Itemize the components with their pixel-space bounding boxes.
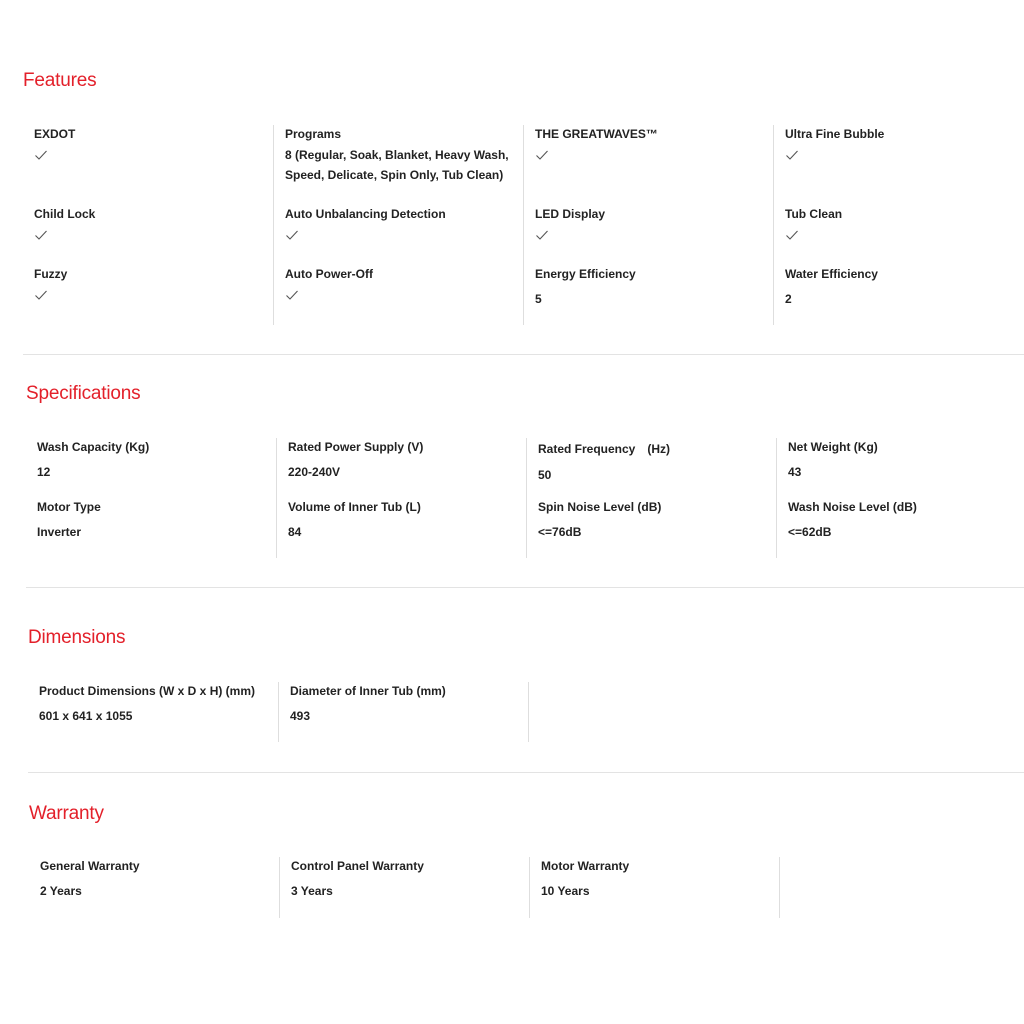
section-divider <box>28 772 1024 773</box>
feature-label: Auto Unbalancing Detection <box>285 207 446 221</box>
feature-child-lock <box>34 207 95 242</box>
feature-value <box>285 145 509 185</box>
spec-inner-tub-volume <box>288 500 421 542</box>
check-icon <box>535 228 549 242</box>
spec-value: 12 <box>37 465 51 479</box>
feature-led-display <box>535 207 605 242</box>
specifications-grid <box>26 438 1024 558</box>
warranty-general <box>40 859 140 901</box>
warranty-value: 10 Years <box>541 884 590 898</box>
features-column-3 <box>523 125 773 325</box>
spec-net-weight <box>788 440 878 482</box>
check-icon <box>785 148 799 162</box>
feature-ultra-fine-bubble <box>785 127 884 162</box>
dim-product-dimensions <box>39 684 255 726</box>
warranty-title: Warranty <box>29 803 104 824</box>
dimensions-title: Dimensions <box>28 627 126 648</box>
feature-fuzzy <box>34 267 67 302</box>
dim-label: Product Dimensions (W x D x H) (mm) <box>39 684 256 698</box>
specifications-column-4 <box>776 438 1024 558</box>
feature-value-line-2: Speed, Delicate, Spin Only, Tub Clean) <box>285 168 504 182</box>
feature-programs <box>285 127 509 185</box>
spec-label: Net Weight (Kg) <box>788 440 878 454</box>
check-icon <box>34 288 48 302</box>
warranty-motor <box>541 859 629 901</box>
dimensions-column-1 <box>28 682 278 742</box>
spec-label: Spin Noise Level (dB) <box>538 500 662 514</box>
warranty-column-2 <box>279 857 529 918</box>
feature-tub-clean <box>785 207 842 242</box>
feature-label: THE GREATWAVES™ <box>535 127 658 141</box>
section-divider <box>26 587 1024 588</box>
feature-label: Water Efficiency <box>785 267 878 281</box>
feature-value-line-1: 8 (Regular, Soak, Blanket, Heavy Wash, <box>285 148 509 162</box>
feature-label: EXDOT <box>34 127 76 141</box>
spec-value: 220-240V <box>288 465 341 479</box>
feature-auto-unbalancing <box>285 207 446 242</box>
spec-label: Rated Power Supply (V) <box>288 440 424 454</box>
warranty-label: General Warranty <box>40 859 140 873</box>
feature-label: Tub Clean <box>785 207 843 221</box>
feature-label: Energy Efficiency <box>535 267 636 281</box>
section-divider <box>23 354 1024 355</box>
spec-rated-frequency <box>538 440 670 485</box>
spec-label: Volume of Inner Tub (L) <box>288 500 421 514</box>
feature-value: 5 <box>535 292 542 306</box>
feature-exdot <box>34 127 75 162</box>
spec-value: <=62dB <box>788 525 832 539</box>
feature-value: 2 <box>785 292 792 306</box>
dim-label: Diameter of Inner Tub (mm) <box>290 684 446 698</box>
spec-value: <=76dB <box>538 525 582 539</box>
feature-label: Child Lock <box>34 207 96 221</box>
check-icon <box>785 228 799 242</box>
feature-greatwaves <box>535 127 658 162</box>
spec-label: Motor Type <box>37 500 101 514</box>
spec-label: Wash Noise Level (dB) <box>788 500 917 514</box>
specifications-column-2 <box>276 438 526 558</box>
spec-label: Rated Frequency (Hz) <box>538 442 671 456</box>
spec-motor-type <box>37 500 101 542</box>
spec-rated-power-supply <box>288 440 423 482</box>
feature-energy-efficiency <box>535 267 636 309</box>
features-column-2 <box>273 125 523 325</box>
dimensions-column-2 <box>278 682 528 742</box>
features-column-1 <box>23 125 273 325</box>
spec-value: 43 <box>788 465 802 479</box>
specifications-title: Specifications <box>26 383 141 404</box>
warranty-label: Motor Warranty <box>541 859 630 873</box>
dimensions-column-3 <box>528 682 778 742</box>
features-title: Features <box>23 70 97 91</box>
dim-inner-tub-diameter <box>290 684 446 726</box>
features-grid <box>23 125 1023 325</box>
feature-label: LED Display <box>535 207 606 221</box>
feature-auto-power-off <box>285 267 373 302</box>
warranty-control-panel <box>291 859 424 901</box>
dim-value: 493 <box>290 709 311 723</box>
feature-water-efficiency <box>785 267 878 309</box>
warranty-column-3 <box>529 857 779 918</box>
spec-value: Inverter <box>37 525 82 539</box>
spec-spin-noise-level <box>538 500 661 542</box>
warranty-column-1 <box>29 857 279 918</box>
warranty-grid <box>29 857 1024 918</box>
spec-value: 84 <box>288 525 302 539</box>
spec-wash-noise-level <box>788 500 917 542</box>
check-icon <box>285 228 299 242</box>
specifications-column-1 <box>26 438 276 558</box>
features-column-4 <box>773 125 1023 325</box>
feature-label: Ultra Fine Bubble <box>785 127 885 141</box>
check-icon <box>34 148 48 162</box>
feature-label: Auto Power-Off <box>285 267 373 281</box>
warranty-value: 2 Years <box>40 884 82 898</box>
spec-wash-capacity <box>37 440 149 482</box>
warranty-label: Control Panel Warranty <box>291 859 424 873</box>
warranty-value: 3 Years <box>291 884 333 898</box>
dim-value: 601 x 641 x 1055 <box>39 709 133 723</box>
specifications-column-3 <box>526 438 776 558</box>
check-icon <box>535 148 549 162</box>
dimensions-grid <box>28 682 1024 742</box>
check-icon <box>285 288 299 302</box>
feature-label: Programs <box>285 127 342 141</box>
spec-label: Wash Capacity (Kg) <box>37 440 150 454</box>
check-icon <box>34 228 48 242</box>
warranty-column-4 <box>779 857 1024 918</box>
spec-value: 50 <box>538 468 552 482</box>
feature-label: Fuzzy <box>34 267 68 281</box>
